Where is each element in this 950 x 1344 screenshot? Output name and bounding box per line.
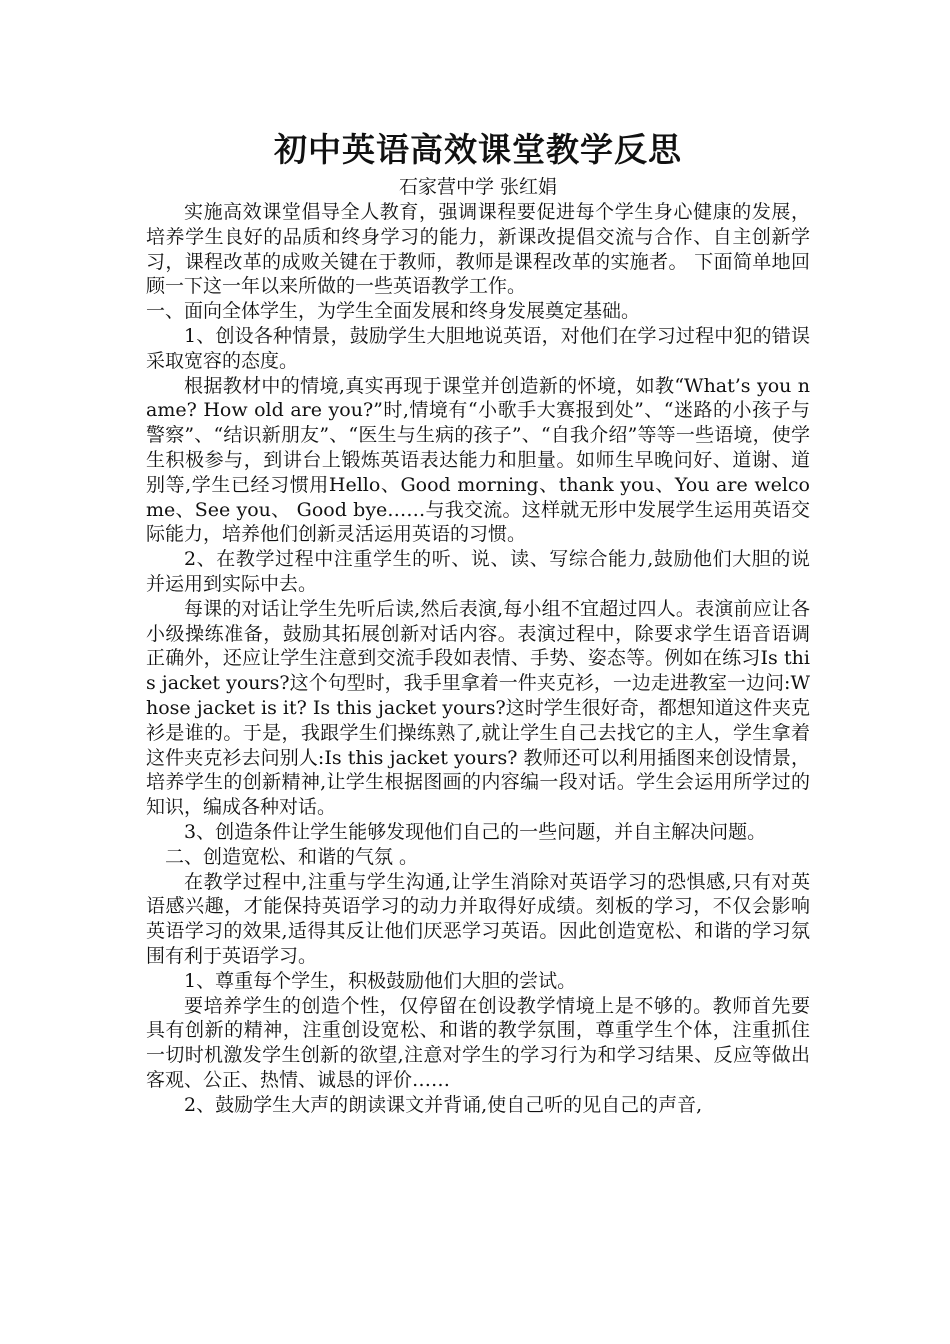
paragraph: 1、尊重每个学生，积极鼓励他们大胆的尝试。 xyxy=(184,969,577,992)
document-author: 石家营中学 张红娟 xyxy=(398,176,558,198)
paragraph: 实施高效课堂倡导全人教育，强调课程要促进每个学生身心健康的发展，培养学生良好的品质和终身学习的能力，新课改提倡交流与合作、自主创新学习，课程改革的成败关键在于教师，教师是课程改革的实施者。 下面简单地回顾一下这一年以来所做的一些英语教学工作。 xyxy=(146,201,810,298)
document-title: 初中英语高效课堂教学反思 xyxy=(274,130,682,169)
document-body xyxy=(146,200,810,1117)
document-page xyxy=(146,128,810,1117)
section-heading: 一、面向全体学生，为学生全面发展和终身发展奠定基础。 xyxy=(146,300,641,323)
paragraph: 根据教材中的情境,真实再现于课堂并创造新的怀境，如教“What’s you name? How old are you?”时,情境有“小歌手大赛报到处”、“迷路的小孩子与警察”、“结识新朋友”、“医生与生病的孩子”、“自我介绍”等等一些语境，使学生积极参与，到讲台上锻炼英语表达能力和胆量。如师生早晚问好、道谢、道别等,学生已经习惯用Hello、Good morning、thank you、You are welcome、See you、 Good bye……与我交流。这样就无形中发展学生运用英语交际能力，培养他们创新灵活运用英语的习惯。 xyxy=(146,374,810,546)
paragraph: 3、创造条件让学生能够发现他们自己的一些问题，并自主解决问题。 xyxy=(184,820,767,843)
paragraph: 2、在教学过程中注重学生的听、说、读、写综合能力,鼓励他们大胆的说并运用到实际中去。 xyxy=(146,548,810,595)
paragraph: 2、鼓励学生大声的朗读课文并背诵,使自己听的见自己的声音, xyxy=(184,1093,703,1116)
paragraph: 1、创设各种情景，鼓励学生大胆地说英语，对他们在学习过程中犯的错误采取宽容的态度。 xyxy=(146,324,810,372)
section-heading: 二、创造宽松、和谐的气氛 。 xyxy=(165,845,419,868)
paragraph: 要培养学生的创造个性，仅停留在创设教学情境上是不够的。教师首先要具有创新的精神，注重创设宽松、和谐的教学氛围，尊重学生个体，注重抓住一切时机激发学生创新的欲望,注意对学生的学习行为和学习结果、反应等做出客观、公正、热情、诚恳的评价…… xyxy=(146,994,810,1091)
paragraph: 在教学过程中,注重与学生沟通,让学生消除对英语学习的恐惧感,只有对英语感兴趣，才能保持英语学习的动力并取得好成绩。刻板的学习，不仅会影响英语学习的效果,适得其反让他们厌恶学习英语。因此创造宽松、和谐的学习氛围有利于英语学习。 xyxy=(146,870,810,967)
paragraph: 每课的对话让学生先听后读,然后表演,每小组不宜超过四人。表演前应让各小级操练准备，鼓励其拓展创新对话内容。表演过程中，除要求学生语音语调正确外，还应让学生注意到交流手段如表情、手势、姿态等。例如在练习Is this jacket yours?这个句型时，我手里拿着一件夹克衫，一边走进教室一边问:Whose jacket is it? Is this jacket yours?这时学生很好奇，都想知道这件夹克衫是谁的。于是，我跟学生们操练熟了,就让学生自己去找它的主人，学生拿着这件夹克衫去问别人:Is this jacket yours? 教师还可以利用插图来创设情景，培养学生的创新精神,让学生根据图画的内容编一段对话。学生会运用所学过的知识，编成各种对话。 xyxy=(146,597,810,819)
